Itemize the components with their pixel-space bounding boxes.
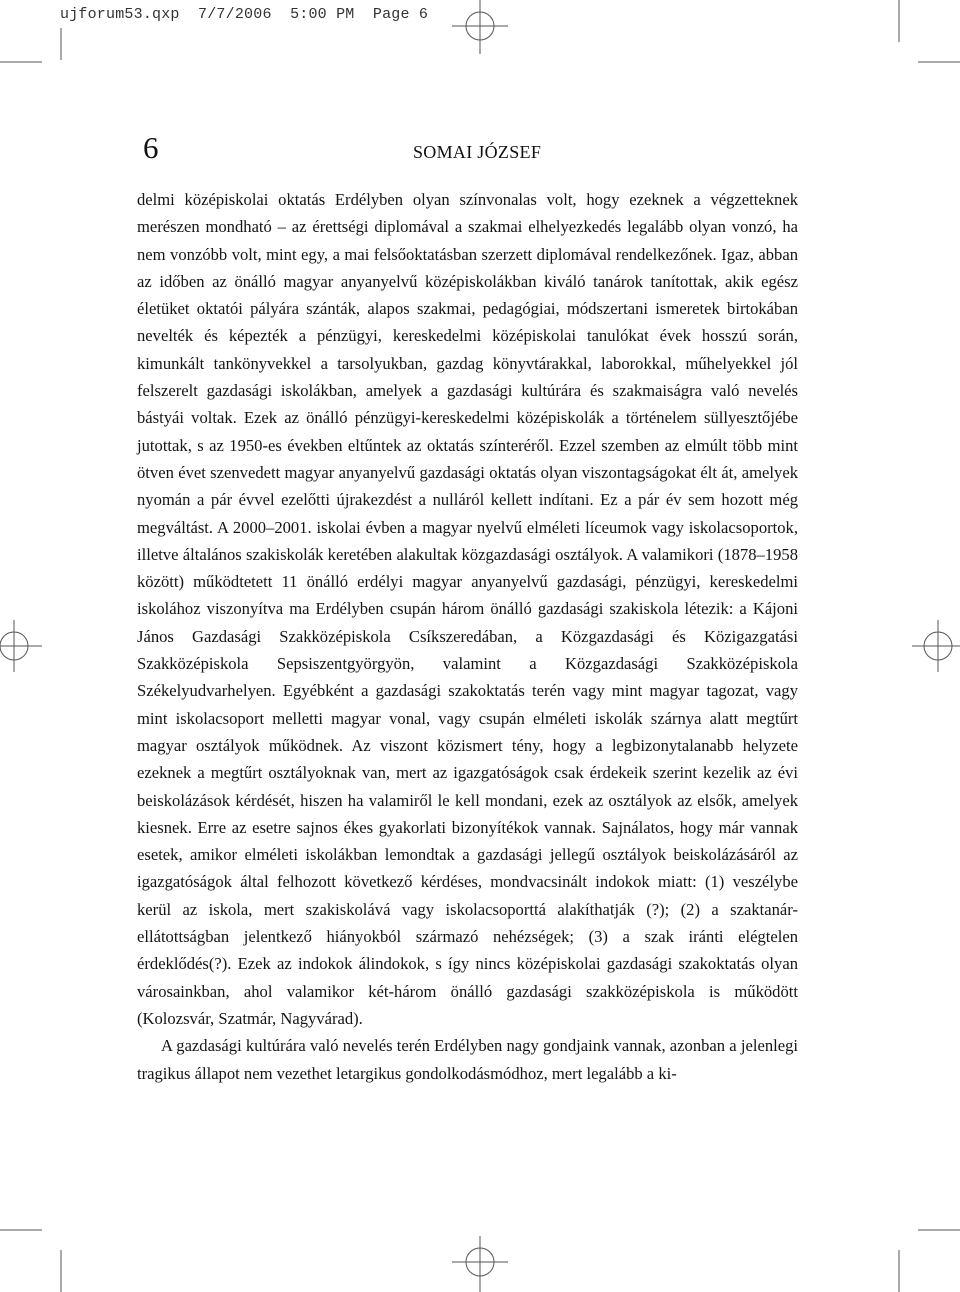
registration-mark-right xyxy=(912,620,960,672)
paragraph-1: delmi középiskolai oktatás Erdélyben olyan színvonalas volt, hogy ezeknek a végzetteknek merészen mondható – az érettségi diplomával a szakmai elhelyezkedés legalább olyan vonzó, ha nem vonzóbb volt, mint egy, a mai felsőoktatásban szerzett diplomával rendelkezőnek. Igaz, abban az időben az önálló magyar anyanyelvű középiskolákban kiváló tanárok tanítottak, akik egész életüket oktatói pályára szánták, alapos szakmai, pedagógiai, módszertani ismeretek birtokában nevelték és képezték a pénzügyi, kereskedelmi középiskolai tanulókat évek hosszú során, kimunkált tankönyvekkel a tarsolyukban, gazdag könyvtárakkal, laborokkal, műhelyekkel jól felszerelt gazdasági iskolákban, amelyek a gazdasági kultúrára és szakmaiságra való nevelés bástyái voltak. Ezek az önálló pénzügyi-kereskedelmi középiskolák a történelem süllyesztőjébe jutottak, s az 1950-es években eltűntek az oktatás színteréről. Ezzel szemben az elmúlt több mint ötven évet szenvedett magyar anyanyelvű gazdasági oktatás olyan viszontagságokat élt át, amelyek nyomán a pár évvel ezelőtti újrakezdést a nulláról kellett indítani. Ez a pár év sem hozott még megváltást. A 2000–2001. iskolai évben a magyar nyelvű elméleti líceumok vagy iskolacsoportok, illetve általános szakiskolák keretében alakultak közgazdasági osztályok. A valamikori (1878–1958 között) működtetett 11 önálló erdélyi magyar anyanyelvű gazdasági, pénzügyi, kereskedelmi iskolához viszonyítva ma Erdélyben csupán három önálló gazdasági szakiskola létezik: a Kájoni János Gazdasági Szakközépiskola Csíkszeredában, a Közgazdasági és Közigazgatási Szakközépiskola Sepsiszentgyörgyön, valamint a Közgazdasági Szakközépiskola Székelyudvarhelyen. Egyébként a gazdasági szakoktatás terén vagy mint magyar tagozat, vagy mint iskolacsoport melletti magyar vonal, vagy csupán elméleti iskolák szárnya alatt megtűrt magyar osztályok működnek. Az viszont közismert tény, hogy a legbizonytalanabb helyzete ezeknek a megtűrt osztályoknak van, mert az igazgatóságok csak érdekeik szerint kezelik az évi beiskolázások kérdését, hiszen ha valamiről le kell mondani, ezek az osztályok az elsők, amelyek kiesnek. Erre az esetre sajnos ékes gyakorlati bizonyítékok vannak. Sajnálatos, hogy már vannak esetek, amikor elméleti iskolákban lemondtak a gazdasági jellegű osztályok beiskolázásáról az igazgatóságok által felhozott következő kérdéses, mondvacsinált indokok miatt: (1) veszélybe kerül az iskola, mert szakiskolává vagy iskolacsoporttá alakíthatják (?); (2) a szaktanár-ellátottságban jelentkező hiányokból származó nehézségek; (3) a szak iránti elégtelen érdeklődés(?). Ezek az indokok álindokok, s így nincs középiskolai gazdasági szakoktatás olyan városainkban, ahol valamikor két-három önálló gazdasági szakközépiskola is működött (Kolozsvár, Szatmár, Nagyvárad). xyxy=(137,190,798,1028)
registration-mark-top xyxy=(452,0,508,54)
slug-file: ujforum53.qxp xyxy=(60,6,180,23)
paragraph-2: A gazdasági kultúrára való nevelés terén Erdélyben nagy gondjaink vannak, azonban a jelenlegi tragikus állapot nem vezethet letargikus gondolkodásmódhoz, mert legalább a ki- xyxy=(137,1036,798,1083)
registration-mark-bottom xyxy=(452,1236,508,1292)
running-head-author: SOMAI JÓZSEF xyxy=(413,142,542,162)
slug-time: 5:00 PM xyxy=(290,6,355,23)
slug-date: 7/7/2006 xyxy=(198,6,272,23)
registration-mark-left xyxy=(0,620,42,672)
slug-page-label: Page 6 xyxy=(372,6,429,23)
body-text xyxy=(137,186,798,1087)
page-number: 6 xyxy=(143,130,159,165)
